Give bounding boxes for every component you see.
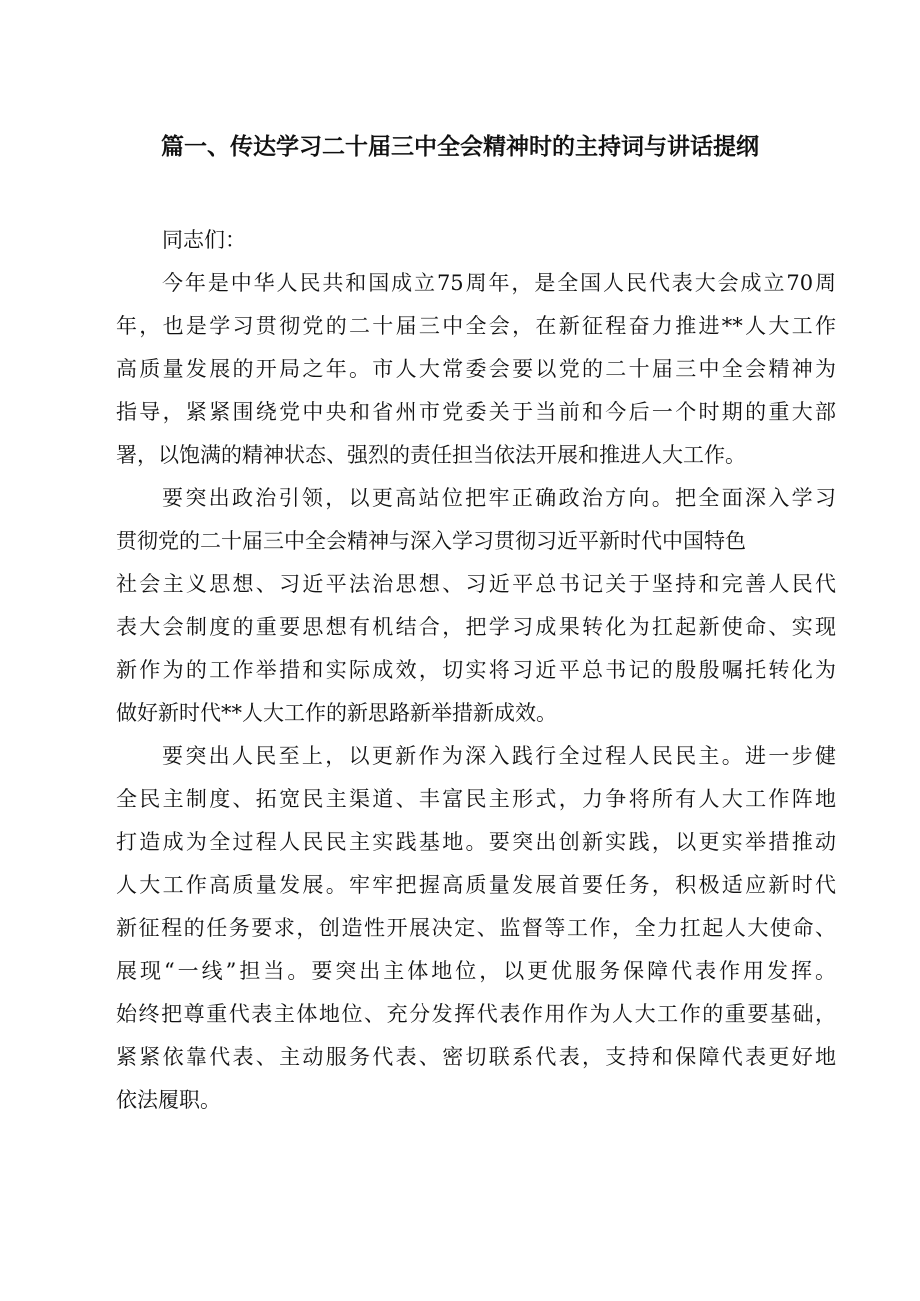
- paragraph-line: 展现“一线”担当。要突出主体地位，以更优服务保障代表作用发挥。: [116, 959, 836, 983]
- paragraph-line: 新作为的工作举措和实际成效，切实将习近平总书记的殷殷嘱托转化为: [116, 658, 836, 682]
- paragraph-line: 指导，紧紧围绕党中央和省州市党委关于当前和今后一个时期的重大部: [116, 400, 836, 424]
- document-title: 篇一、传达学习二十届三中全会精神时的主持词与讲话提纲: [161, 134, 759, 160]
- paragraph-line: 今年是中华人民共和国成立75周年，是全国人民代表大会成立70周: [162, 271, 836, 295]
- paragraph-line: 人大工作高质量发展。牢牢把握高质量发展首要任务，积极适应新时代: [116, 873, 836, 897]
- paragraph-line: 新征程的任务要求，创造性开展决定、监督等工作，全力扛起人大使命、: [116, 916, 836, 940]
- paragraph-line: 高质量发展的开局之年。市人大常委会要以党的二十届三中全会精神为: [116, 357, 836, 381]
- paragraph-line: 依法履职。: [116, 1088, 221, 1112]
- paragraph-line: 社会主义思想、习近平法治思想、习近平总书记关于坚持和完善人民代: [116, 572, 836, 596]
- paragraph-line: 要突出人民至上，以更新作为深入践行全过程人民民主。进一步健: [162, 744, 836, 768]
- paragraph-line: 表大会制度的重要思想有机结合，把学习成果转化为扛起新使命、实现: [116, 615, 836, 639]
- paragraph-line: 紧紧依靠代表、主动服务代表、密切联系代表，支持和保障代表更好地: [116, 1045, 836, 1069]
- salutation: 同志们：: [162, 228, 246, 252]
- paragraph-line: 贯彻党的二十届三中全会精神与深入学习贯彻习近平新时代中国特色: [116, 529, 746, 553]
- paragraph-line: 做好新时代**人大工作的新思路新举措新成效。: [116, 701, 557, 725]
- paragraph-line: 年，也是学习贯彻党的二十届三中全会，在新征程奋力推进**人大工作: [116, 314, 836, 338]
- paragraph-line: 始终把尊重代表主体地位、充分发挥代表作用作为人大工作的重要基础，: [116, 1002, 836, 1026]
- paragraph-line: 打造成为全过程人民民主实践基地。要突出创新实践，以更实举措推动: [116, 830, 836, 854]
- paragraph-line: 全民主制度、拓宽民主渠道、丰富民主形式，力争将所有人大工作阵地: [116, 787, 836, 811]
- paragraph-line: 署，以饱满的精神状态、强烈的责任担当依法开展和推进人大工作。: [116, 443, 746, 467]
- paragraph-line: 要突出政治引领，以更高站位把牢正确政治方向。把全面深入学习: [162, 486, 836, 510]
